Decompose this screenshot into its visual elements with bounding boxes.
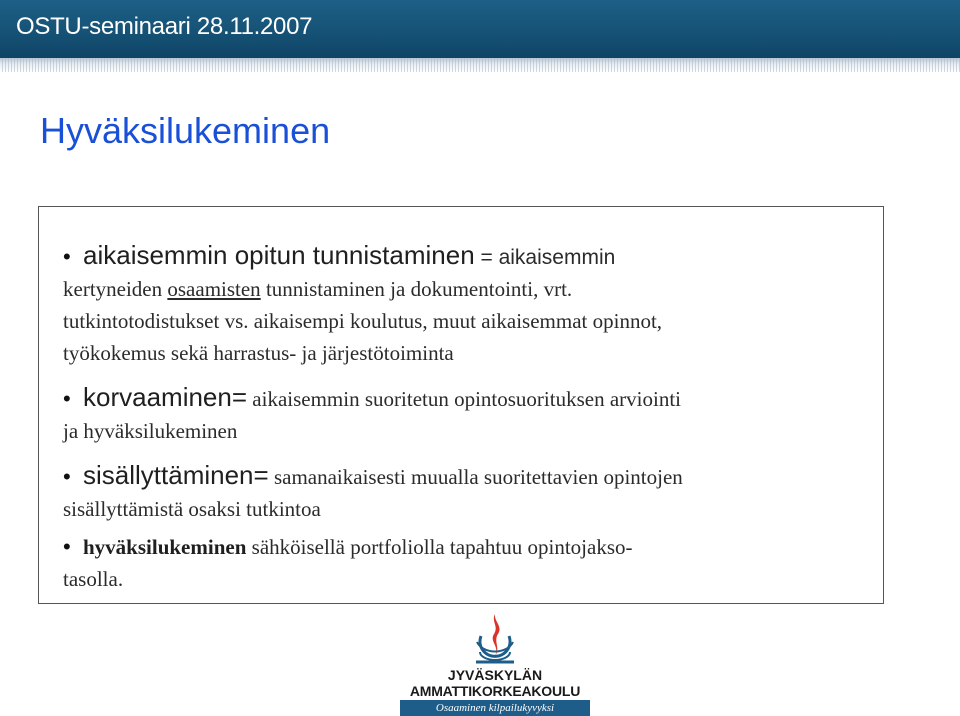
bullet-dot-icon: •	[63, 534, 71, 559]
bullet-text: kertyneiden	[63, 277, 168, 301]
bullet-lead: aikaisemmin opitun tunnistaminen	[83, 240, 475, 270]
bullet-dot-icon: •	[63, 244, 71, 269]
bullet-lead-rest: samanaikaisesti muualla suoritettavien opintojen	[268, 465, 683, 489]
logo-slogan: Osaaminen kilpailukyvyksi	[400, 700, 590, 716]
bullet-text: ja hyväksilukeminen	[63, 419, 238, 443]
bullet-dot-icon: •	[63, 386, 71, 411]
bullet-lead-rest: = aikaisemmin	[474, 246, 616, 269]
slide-title: Hyväksilukeminen	[40, 110, 331, 151]
content-box	[38, 206, 884, 604]
bullet-item	[63, 531, 863, 595]
bullet-text: tasolla.	[63, 567, 124, 591]
bullet-dot-icon: •	[63, 464, 71, 489]
bullet-text: sisällyttämistä osaksi tutkintoa	[63, 497, 321, 521]
jamk-logo	[400, 612, 590, 716]
bullet-lead-rest: sähköisellä portfoliolla tapahtuu opintojakso-	[246, 535, 633, 559]
bullet-text: tutkintotodistukset vs. aikaisempi koulutus, muut aikaisemmat opinnot,	[63, 309, 663, 333]
bullet-lead: hyväksilukeminen	[83, 535, 247, 559]
bullet-item	[63, 237, 863, 369]
header-stripe	[0, 58, 960, 72]
bullet-text: tunnistaminen ja dokumentointi, vrt.	[260, 277, 573, 301]
header-bar	[0, 0, 960, 58]
bullet-lead: korvaaminen=	[83, 382, 248, 412]
bullet-lead-rest: aikaisemmin suoritetun opintosuorituksen arviointi	[247, 387, 681, 411]
flame-globe-emblem-icon	[400, 612, 590, 668]
underlined-term: osaamisten	[167, 277, 261, 301]
bullet-item	[63, 457, 863, 525]
logo-name-line2: AMMATTIKORKEAKOULU	[409, 683, 581, 699]
bullet-lead: sisällyttäminen=	[83, 460, 269, 490]
bullet-text: työkokemus sekä harrastus- ja järjestötoiminta	[63, 341, 454, 365]
bullet-item	[63, 379, 863, 447]
logo-name-line1: JYVÄSKYLÄN	[447, 667, 543, 683]
header-title: OSTU-seminaari 28.11.2007	[16, 13, 313, 40]
